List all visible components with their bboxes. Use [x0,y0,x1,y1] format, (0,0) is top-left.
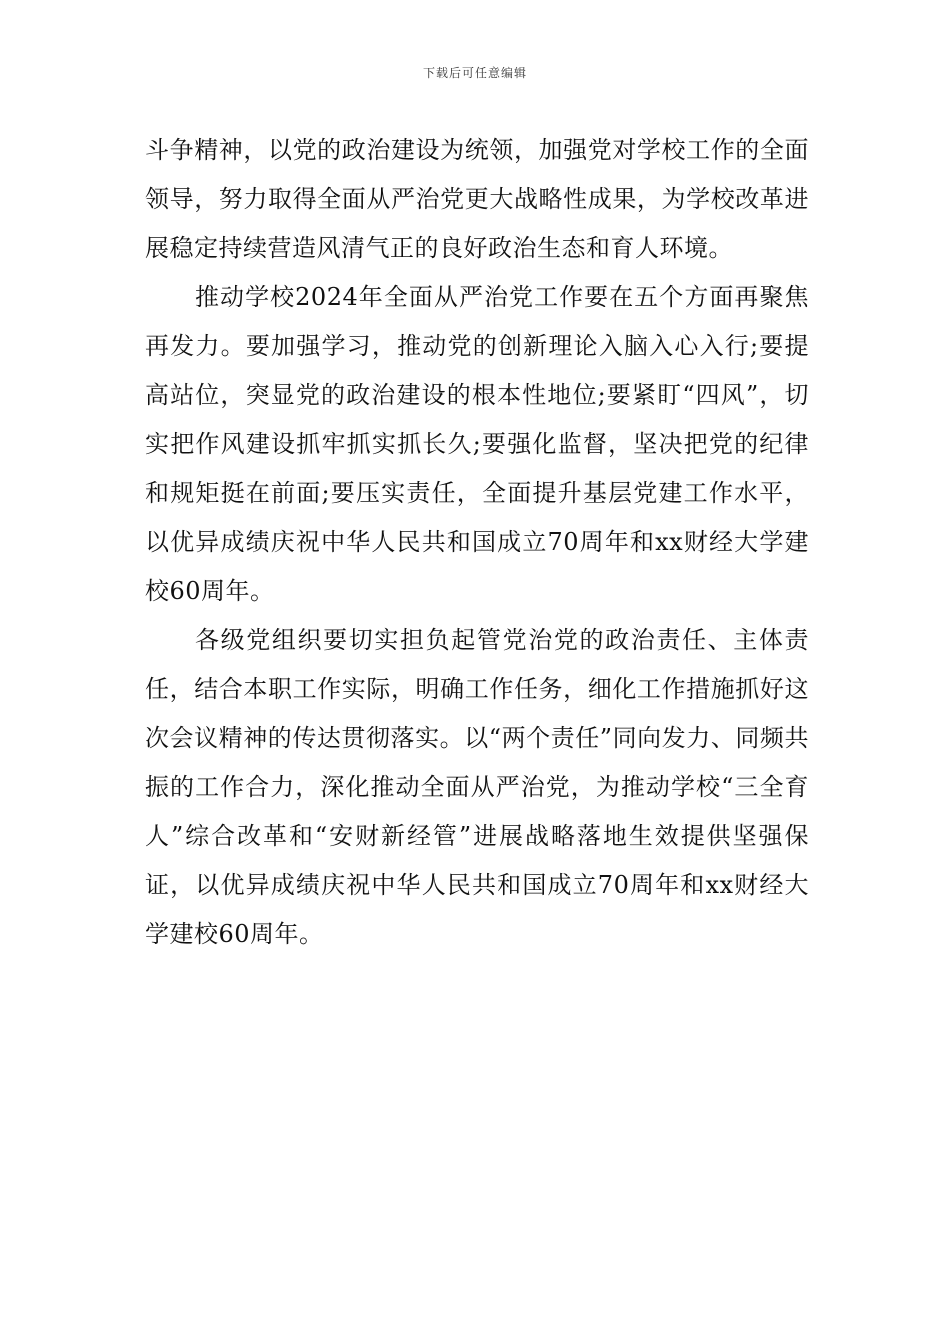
page-header: 下载后可任意编辑 [422,66,527,80]
document-body [145,126,809,959]
paragraph-3: 各级党组织要切实担负起管党治党的政治责任、主体责任，结合本职工作实际，明确工作任务，细化工作措施抓好这次会议精神的传达贯彻落实。以“两个责任”同向发力、同频共振的工作合力，深化推动全面从严治党，为推动学校“三全育人”综合改革和“安财新经管”进展战略落地生效提供坚强保证，以优异成绩庆祝中华人民共和国成立70周年和xx财经大学建校60周年。 [145,626,809,948]
paragraph-2: 推动学校2024年全面从严治党工作要在五个方面再聚焦再发力。要加强学习，推动党的创新理论入脑入心入行;要提高站位，突显党的政治建设的根本性地位;要紧盯“四风”，切实把作风建设抓牢抓实抓长久;要强化监督，坚决把党的纪律和规矩挺在前面;要压实责任，全面提升基层党建工作水平，以优异成绩庆祝中华人民共和国成立70周年和xx财经大学建校60周年。 [145,283,809,605]
paragraph-1: 斗争精神，以党的政治建设为统领，加强党对学校工作的全面领导，努力取得全面从严治党更大战略性成果，为学校改革进展稳定持续营造风清气正的良好政治生态和育人环境。 [145,136,809,262]
